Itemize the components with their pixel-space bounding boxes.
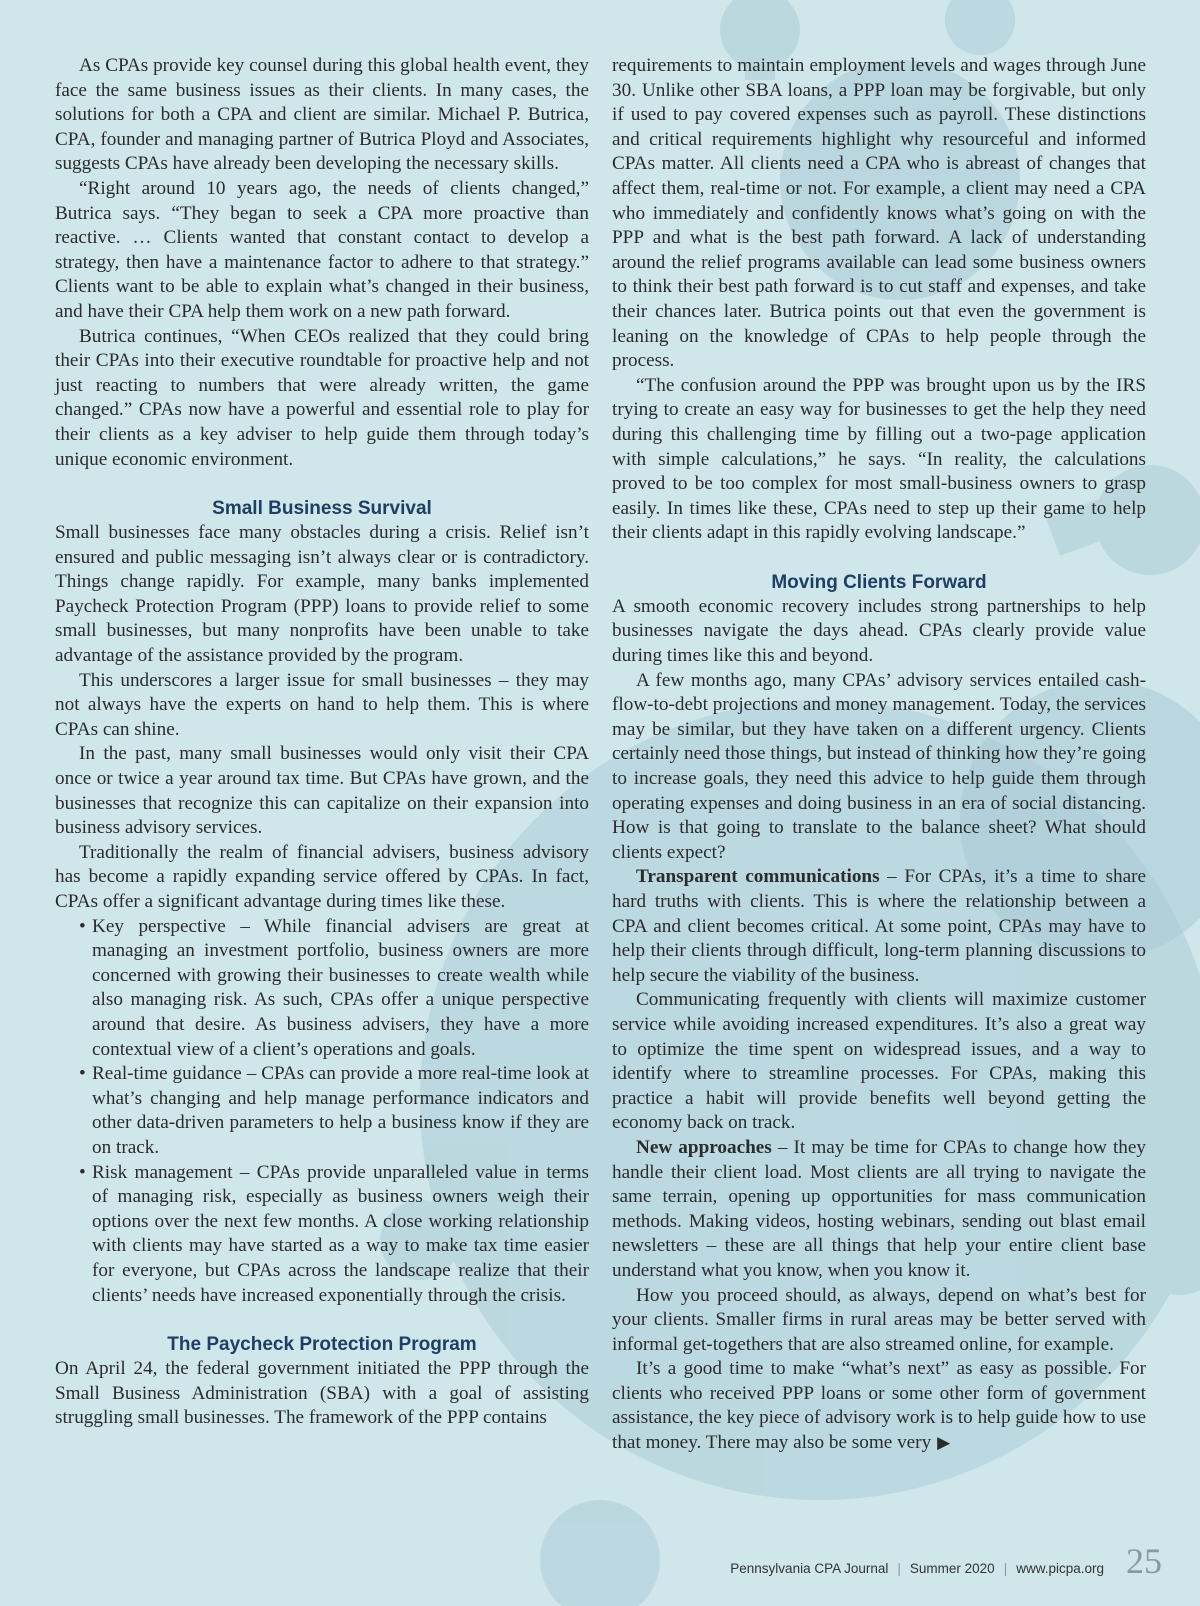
list-item: • Risk management – CPAs provide unparalleled value in terms of managing risk, especially as business owners weigh their options over the next few months. A close working relationship with clients may have started as a way to make tax time easier for everyone, but CPAs across the landscape realize that their clients’ needs have increased exponentially through the crisis. xyxy=(55,1161,589,1309)
paragraph xyxy=(612,1357,1146,1455)
continue-arrow-icon: ▶ xyxy=(937,1433,951,1453)
bold-lead-in: Transparent communications xyxy=(636,866,880,888)
journal-name: Pennsylvania CPA Journal xyxy=(730,1561,889,1576)
bullet-list xyxy=(55,915,589,1309)
paragraph: How you proceed should, as always, depend on what’s best for your clients. Smaller firms in rural areas may be better served with informal get-togethers that are also streamed online, for example. xyxy=(612,1284,1146,1355)
paragraph: requirements to maintain employment levels and wages through June 30. Unlike other SBA loans, a PPP loan may be forgivable, but only if used to pay covered expenses such as payroll. These distinctions and critical requirements highlight why resourceful and informed CPAs matter. All clients need a CPA who is abreast of changes that affect them, real-time or not. For example, a client may need a CPA who immediately and confidently knows what’s going on with the PPP and what is the best path forward. A lack of understanding around the relief programs available can lead some business owners to think their best path forward is to cut staff and expenses, and take their chances later. Butrica points out that even the government is leaning on the knowledge of CPAs to help people through the process. xyxy=(612,55,1146,372)
paragraph: On April 24, the federal government initiated the PPP through the Small Business Administration (SBA) with a goal of assisting struggling small businesses. The framework of the PPP contains xyxy=(55,1358,589,1429)
page-number: 25 xyxy=(1126,1541,1162,1581)
section-heading-moving-clients-forward: Moving Clients Forward xyxy=(771,571,987,593)
paragraph xyxy=(612,865,1146,988)
paragraph: Butrica continues, “When CEOs realized that they could bring their CPAs into their executive roundtable for proactive help and not just reacting to numbers that were already written, the game changed.” CPAs now have a powerful and essential role to play for their clients as a key adviser to help guide them through today’s unique economic environment. xyxy=(55,325,589,470)
paragraph: A few months ago, many CPAs’ advisory services entailed cash-flow-to-debt projections and money management. Today, the services may be similar, but they have taken on a different urgency. Clients certainly need those things, but instead of thinking how they’re going to increase goals, they need this advice to help guide them through operating expenses and doing business in an era of social distancing. How is that going to translate to the balance sheet? What should clients expect? xyxy=(612,669,1146,863)
list-item: • Key perspective – While financial advisers are great at managing an investment portfolio, business owners are more concerned with growing their businesses to create wealth while also managing risk. As such, CPAs offer a unique perspective around that desire. As business advisers, they have a more contextual view of a client’s operations and goals. xyxy=(55,915,589,1063)
paragraph: Traditionally the realm of financial advisers, business advisory has become a rapidly expanding service offered by CPAs. In fact, CPAs offer a significant advantage during times like these. xyxy=(55,841,589,912)
section-heading-paycheck-protection-program: The Paycheck Protection Program xyxy=(167,1334,477,1356)
paragraph: In the past, many small businesses would only visit their CPA once or twice a year around tax time. But CPAs have grown, and the businesses that recognize this can capitalize on their expansion into business advisory services. xyxy=(55,743,589,839)
paragraph-text: – For CPAs, it’s a time to share hard truths with clients. This is where the relationship between a CPA and client becomes critical. At some point, CPAs may have to help their clients through difficult, long-term planning discussions to help secure the viability of the business. xyxy=(612,866,1146,986)
paragraph: “The confusion around the PPP was brought upon us by the IRS trying to create an easy way for businesses to get the help they need during this challenging time by filling out a two-page application with simple calculations,” he says. “In reality, the calculations proved to be too complex for most small-business owners to grasp easily. In times like these, CPAs need to step up their game to help their clients adapt in this rapidly evolving landscape.” xyxy=(612,374,1146,544)
paragraph: A smooth economic recovery includes strong partnerships to help businesses navigate the days ahead. CPAs clearly provide value during times like this and beyond. xyxy=(612,595,1146,667)
left-column xyxy=(55,54,589,1431)
list-item: • Real-time guidance – CPAs can provide a more real-time look at what’s changing and help manage performance indicators and other data-driven parameters to help a business know if they are on track. xyxy=(55,1062,589,1160)
section-heading-small-business-survival: Small Business Survival xyxy=(212,498,432,520)
paragraph: As CPAs provide key counsel during this global health event, they face the same business issues as their clients. In many cases, the solutions for both a CPA and client are similar. Michael P. Butrica, CPA, founder and managing partner of Butrica Ployd and Associates, suggests CPAs have already been developing the necessary skills. xyxy=(55,55,589,175)
paragraph: “Right around 10 years ago, the needs of clients changed,” Butrica says. “They began to seek a CPA more proactive than reactive. … Clients wanted that constant contact to develop a strategy, then have a maintenance factor to adhere to that strategy.” Clients want to be able to explain what’s changed in their business, and have their CPA help them work on a new path forward. xyxy=(55,177,589,322)
paragraph xyxy=(612,1136,1146,1284)
issue-date: Summer 2020 xyxy=(909,1561,995,1576)
paragraph-text: – It may be time for CPAs to change how they handle their client load. Most clients are all trying to navigate the same terrain, opening up opportunities for mass communication methods. Making videos, hosting webinars, sending out blast email newsletters – these are all things that help your entire client base understand what you know, when you know it. xyxy=(612,1136,1146,1281)
right-column xyxy=(612,54,1146,1456)
divider: | xyxy=(897,1561,901,1576)
paragraph-text: It’s a good time to make “what’s next” as easy as possible. For clients who received PPP loans or some other form of government assistance, the key piece of advisory work is to help guide how to use that money. There may also be some very xyxy=(612,1358,1146,1454)
divider: | xyxy=(1003,1561,1008,1576)
paragraph: Small businesses face many obstacles during a crisis. Relief isn’t ensured and public messaging isn’t always clear or is contradictory. Things change rapidly. For example, many banks implemented Paycheck Protection Program (PPP) loans to provide relief to some small businesses, but many nonprofits have been unable to take advantage of the assistance provided by the program. xyxy=(55,522,589,667)
paragraph: This underscores a larger issue for small businesses – they may not always have the experts on hand to help them. This is where CPAs can shine. xyxy=(55,669,589,740)
paragraph: Communicating frequently with clients will maximize customer service while avoiding increased expenditures. It’s also a great way to optimize the time spent on widespread issues, and a way to identify where to streamline processes. For CPAs, making this practice a habit will provide benefits well beyond getting the economy back on track. xyxy=(612,989,1146,1134)
page-footer xyxy=(730,1543,1162,1579)
website-link[interactable]: www.picpa.org xyxy=(1016,1561,1104,1576)
bold-lead-in: New approaches xyxy=(636,1136,772,1158)
